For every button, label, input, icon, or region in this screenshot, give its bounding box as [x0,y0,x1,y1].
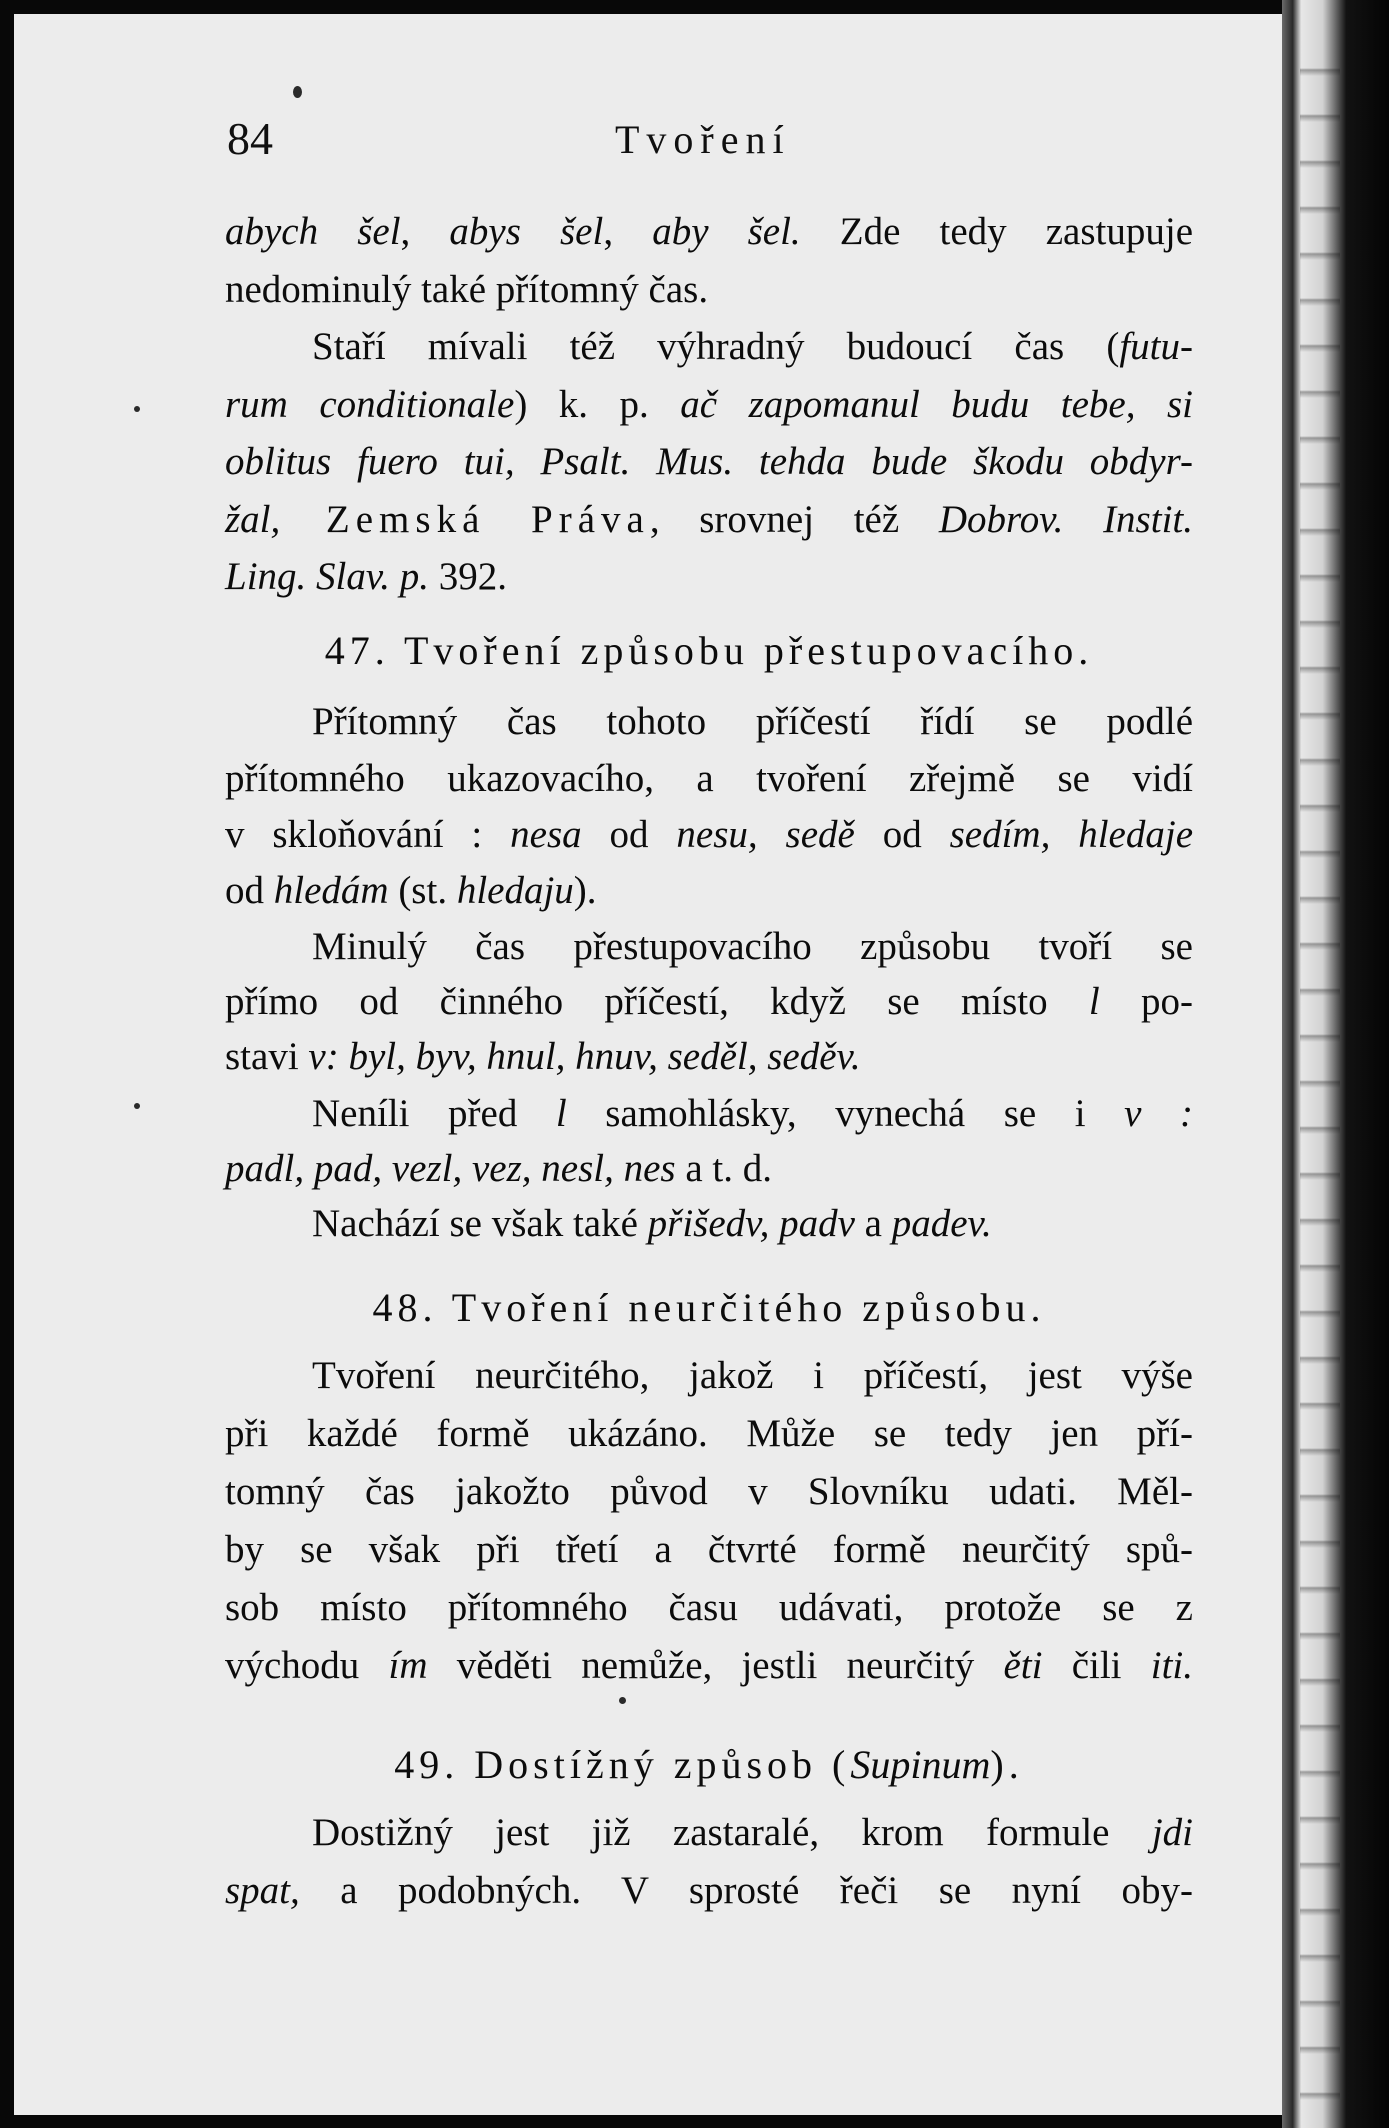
text-line [225,750,1193,808]
text-line [225,918,1193,976]
running-head: Tvoření [615,117,791,162]
italic-text: ím [388,1644,428,1687]
italic-text: rum conditionale [225,383,515,426]
italic-text: v : [1124,1092,1193,1135]
text-span: Staří mívali též výhradný budoucí čas ( [312,325,1120,368]
text-line [225,261,1193,319]
text-span: stavi [225,1035,309,1078]
italic-text: futu- [1119,325,1193,368]
text-span: Nachází se však také [312,1202,648,1245]
text-line [225,1085,1193,1143]
text-span: Přítomný čas tohoto příčestí řídí se podlé [312,700,1193,743]
italic-text: abys šel [449,210,604,253]
text-line [225,1637,1193,1695]
italic-text: nesa [510,813,582,856]
text-span: Dostižný jest již zastaralé, krom formule [312,1811,1152,1854]
text-span: věděti nemůže, jestli neurčitý [427,1644,1004,1687]
text-span: tomný čas jakožto původ v Slovníku udati. Měl- [225,1470,1193,1513]
text-span: a [854,1202,892,1245]
text-span: ). [573,869,597,912]
italic-text: Dobrov. Instit. [938,498,1193,541]
text-span: po- [1099,980,1193,1023]
page-header [215,112,1175,172]
text-line [225,203,1193,261]
scan-speck [619,1697,626,1704]
text-span: , [603,210,653,253]
text-line [225,491,1193,549]
text-line [225,548,1193,606]
italic-text: sedím, hledaje [949,813,1194,856]
section-heading-text: 48. Tvoření neurčitého způsobu. [372,1285,1046,1330]
italic-text: iti. [1150,1644,1193,1687]
italic-text: jdi [1151,1811,1193,1854]
text-span: Neníli před [312,1092,556,1135]
text-span: a podobných. V sprosté řeči se nyní oby- [299,1869,1193,1912]
text-span: 392. [429,555,508,598]
text-line [225,433,1193,491]
italic-text: padl, pad, vezl, vez, nesl, nes [225,1147,676,1190]
text-line [225,1028,1193,1086]
italic-text: hledám [273,869,389,912]
text-line [225,1195,1193,1253]
spaced-text: Zemská Práva [280,498,650,541]
section-heading-text: ). [990,1742,1024,1787]
page-number: 84 [227,113,273,164]
section-heading [225,1279,1193,1337]
italic-text: aby šel. [652,210,801,253]
text-span: přímo od činného příčestí, když se místo [225,980,1089,1023]
text-line [225,1521,1193,1579]
text-span: v skloňování : [225,813,511,856]
section-heading [225,622,1193,680]
italic-text: v: byl, byv, hnul, hnuv, seděl, seděv. [308,1035,861,1078]
italic-text: Supinum [850,1742,991,1787]
text-line [225,693,1193,751]
italic-text: oblitus fuero tui, Psalt. Mus. tehda bude škodu obdyr- [225,440,1193,483]
scan-speck [293,86,302,98]
italic-text: přišedv, padv [647,1202,855,1245]
italic-text: ěti [1003,1644,1043,1687]
italic-text: žal, [225,498,281,541]
text-span: od [854,813,950,856]
text-line [225,1347,1193,1405]
italic-text: hledaju [456,869,574,912]
text-span: samohlásky, vynechá se i [566,1092,1125,1135]
text-span: , [400,210,450,253]
text-span: nedominulý také přítomný čas. [225,268,709,311]
scan-speck [134,406,140,412]
italic-text: ač zapomanul budu tebe, si [680,383,1193,426]
text-line [225,806,1193,864]
text-line [225,973,1193,1031]
text-span: Tvoření neurčitého, jakož i příčestí, jest výše [312,1354,1193,1397]
italic-text: Ling. Slav. p. [225,555,430,598]
text-line [225,1862,1193,1920]
italic-text: spat, [225,1869,300,1912]
text-line [225,318,1193,376]
text-line [225,1405,1193,1463]
text-line [225,1140,1193,1198]
text-span: východu [225,1644,389,1687]
text-span: Minulý čas přestupovacího způsobu tvoří se [312,925,1193,968]
text-span: při každé formě ukázáno. Může se tedy jen pří- [225,1412,1193,1455]
italic-text: padev. [891,1202,992,1245]
text-span: (st. [388,869,457,912]
text-line [225,1579,1193,1637]
text-span: ) k. p. [514,383,681,426]
text-span: sob místo přítomného času udávati, protože se z [225,1586,1193,1629]
text-span: a t. d. [675,1147,772,1190]
italic-text: nesu, sedě [676,813,855,856]
text-span: od [581,813,677,856]
section-heading [225,1736,1193,1794]
text-span: od [225,869,274,912]
section-heading-text: 49. Dostížný způsob ( [394,1742,851,1787]
text-span: čili [1042,1644,1151,1687]
text-line [225,1463,1193,1521]
text-span: by se však při třetí a čtvrté formě neurčitý spů- [225,1528,1193,1571]
binding-shadow [1300,30,1340,2100]
italic-text: abych šel [225,210,401,253]
text-line [225,862,1193,920]
text-line [225,376,1193,434]
text-span: přítomného ukazovacího, a tvoření zřejmě se vidí [225,757,1193,800]
italic-text: l [1088,980,1100,1023]
section-heading-text: 47. Tvoření způsobu přestupovacího. [324,628,1094,673]
text-span: Zde tedy zastupuje [800,210,1194,253]
text-line [225,1804,1193,1862]
text-span: , srovnej též [649,498,939,541]
scan-speck [134,1103,140,1109]
italic-text: l [555,1092,567,1135]
